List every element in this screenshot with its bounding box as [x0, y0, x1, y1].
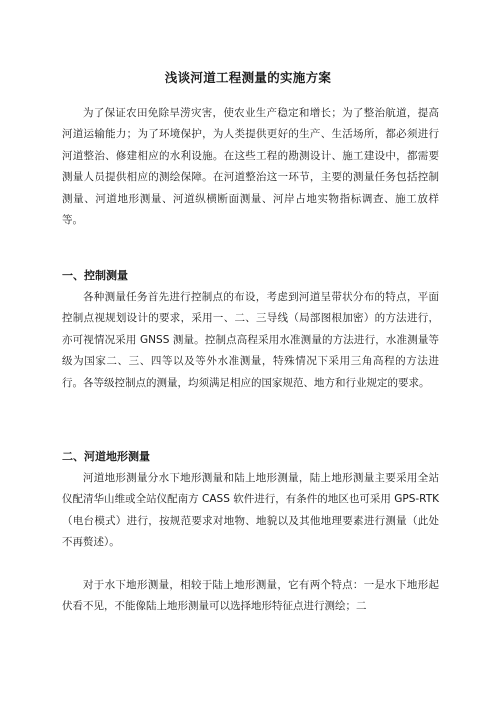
- section-heading-control-survey: 一、控制测量: [62, 269, 128, 282]
- control-survey-paragraph: 各种测量任务首先进行控制点的布设，考虑到河道呈带状分布的特点，平面控制点视规划设计的要求，采用一、二、三导线（局部图根加密）的方法进行，亦可视情况采用 GNSS 测量。控制点高程采用水准测量的方法进行，水准测量等级为国家二、三、四等以及等外水准测量，特殊情况下采用三角高程的方法进行。各等级控制点的测量，均须满足相应的国家规范、地方和行业规定的要求。: [62, 291, 439, 389]
- intro-paragraph: 为了保证农田免除旱涝灾害，使农业生产稳定和增长；为了整治航道，提高河道运输能力；为了环境保护，为人类提供更好的生产、生活场所，都必须进行河道整治、修建相应的水利设施。在这些工程的勘测设计、施工建设中，都需要测量人员提供相应的测绘保障。在河道整治这一环节，主要的测量任务包括控制测量、河道地形测量、河道纵横断面测量、河岸占地实物指标调查、施工放样等。: [62, 107, 439, 227]
- document-title: 浅谈河道工程测量的实施方案: [164, 70, 332, 85]
- section-heading-river-topography: 二、河道地形测量: [62, 450, 150, 463]
- river-topography-paragraph-2: 对于水下地形测量，相较于陆上地形测量，它有两个特点：一是水下地形起伏看不见，不能像陆上地形测量可以选择地形特征点进行测绘；二: [62, 579, 439, 613]
- river-topography-paragraph-1: 河道地形测量分水下地形测量和陆上地形测量，陆上地形测量主要采用全站仪配清华山维或全站仪配南方 CASS 软件进行，有条件的地区也可采用 GPS-RTK（电台模式）进行，按规范要求对地物、地貌以及其他地理要素进行测量（此处不再赘述）。: [62, 472, 439, 549]
